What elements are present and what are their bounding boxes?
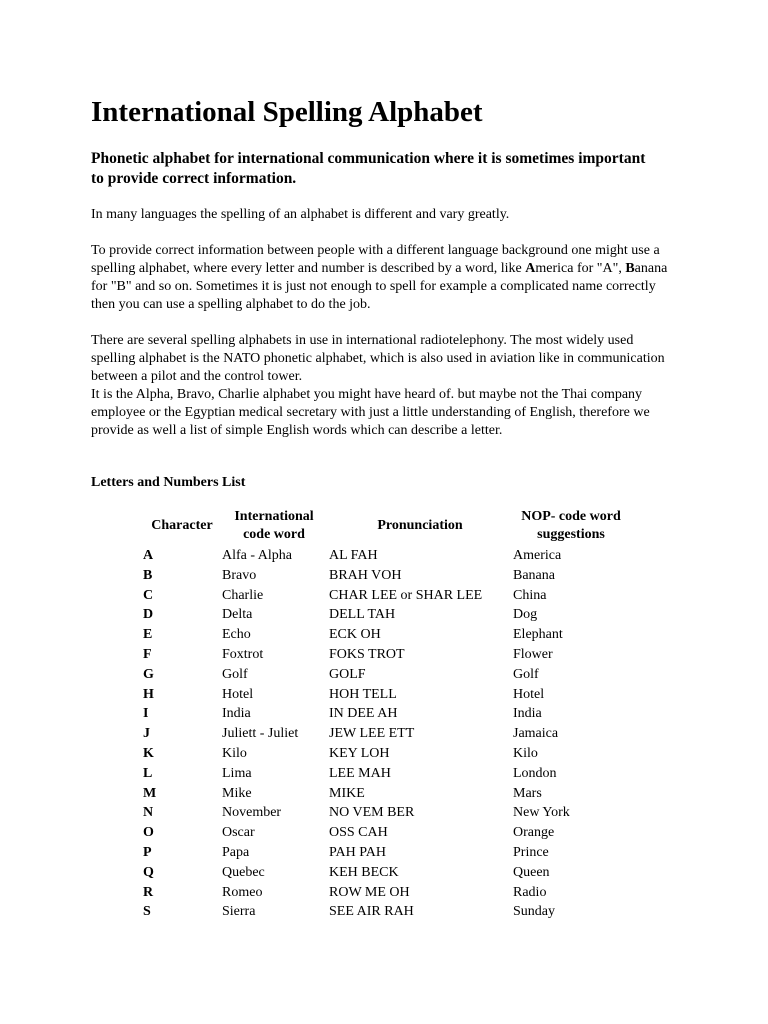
cell-pronunciation: MIKE [329,785,365,801]
cell-character: B [143,567,153,583]
paragraph-spelling [91,242,681,314]
cell-character: K [143,745,154,761]
cell-code-word: Alfa - Alpha [222,548,292,563]
cell-code-word: Delta [222,607,253,623]
cell-pronunciation: LEE MAH [329,765,391,781]
cell-character: I [143,706,149,722]
table-row [141,744,661,764]
cell-character: N [143,805,154,821]
table-row [141,902,661,922]
cell-pronunciation: SEE AIR RAH [329,904,414,920]
table-row [141,784,661,804]
cell-character: Q [143,864,154,880]
cell-pronunciation: OSS CAH [329,825,388,841]
header-pronunciation: Pronunciation [377,518,463,533]
table-row [141,843,661,863]
cell-code-word: November [222,805,282,821]
table-row [141,665,661,685]
paragraph-nato-line2: It is the Alpha, Bravo, Charlie alphabet you might have heard of. but maybe not the Thai company employee or the Egyptian medical secretary with just a little understanding of English, therefore we provide as well a list of simple English words which can describe a letter. [91,387,650,438]
cell-character: E [143,627,153,643]
cell-nop-word: Banana [513,567,555,583]
cell-character: F [143,646,152,662]
header-character: Character [151,518,213,533]
page-title: International Spelling Alphabet [91,96,483,128]
paragraph-spelling-part2: merica for "A", [535,261,626,276]
table-row [141,803,661,823]
cell-character: O [143,825,154,841]
cell-code-word: Mike [222,785,252,801]
cell-code-word: Golf [222,666,248,682]
cell-code-word: Papa [222,844,250,860]
cell-pronunciation: NO VEM BER [329,805,415,821]
table-body [141,546,661,922]
cell-character: G [143,666,154,682]
cell-nop-word: Queen [513,864,550,880]
cell-character: M [143,785,157,801]
cell-nop-word: Golf [513,666,539,682]
cell-code-word: Charlie [222,587,264,603]
cell-pronunciation: KEY LOH [329,745,390,761]
cell-nop-word: Jamaica [513,726,559,742]
cell-nop-word: Orange [513,825,555,841]
cell-pronunciation: CHAR LEE or SHAR LEE [329,587,483,603]
cell-character: D [143,607,154,623]
cell-code-word: Lima [222,765,252,781]
cell-nop-word: Flower [513,646,553,662]
cell-pronunciation: HOH TELL [329,686,397,702]
bold-letter-b: B [625,261,635,276]
paragraph-spelling-part1: To provide correct information between people with a different language background one might use a spelling alphabet, where every letter and number is described by a word, like [91,243,660,276]
cell-pronunciation: FOKS TROT [329,646,405,662]
cell-code-word: Foxtrot [222,646,264,662]
cell-nop-word: Kilo [513,745,538,761]
cell-character: R [143,884,154,900]
alphabet-table [141,508,661,922]
table-row [141,546,661,566]
cell-nop-word: Prince [513,844,549,860]
cell-character: J [143,726,150,742]
cell-pronunciation: JEW LEE ETT [329,726,415,742]
cell-character: L [143,765,153,781]
table-row [141,764,661,784]
bold-letter-a: A [525,261,536,276]
cell-nop-word: America [513,548,562,563]
table-row [141,685,661,705]
cell-code-word: India [222,706,251,722]
cell-character: H [143,686,154,702]
cell-code-word: Juliett - Juliet [222,726,299,742]
table-row [141,724,661,744]
table-row [141,823,661,843]
cell-nop-word: India [513,706,542,722]
cell-nop-word: London [513,765,557,781]
header-code-word: International code word [234,509,314,542]
table-row [141,566,661,586]
cell-character: S [143,904,151,920]
cell-code-word: Quebec [222,864,265,880]
cell-nop-word: Radio [513,884,547,900]
cell-pronunciation: DELL TAH [329,607,396,623]
table-row [141,586,661,606]
cell-code-word: Sierra [222,904,256,920]
cell-pronunciation: KEH BECK [329,864,399,880]
cell-code-word: Hotel [222,686,254,702]
cell-nop-word: China [513,587,547,603]
cell-nop-word: New York [513,805,570,821]
cell-code-word: Bravo [222,567,257,583]
table-row [141,645,661,665]
cell-pronunciation: ROW ME OH [329,884,410,900]
section-heading: Letters and Numbers List [91,475,246,490]
cell-character: A [143,548,154,563]
paragraph-nato-line1: There are several spelling alphabets in use in international radiotelephony. The most widely used spelling alphabet is the NATO phonetic alphabet, which is also used in aviation like in communication between a pilot and the control tower. [91,333,665,384]
cell-nop-word: Sunday [513,904,555,920]
cell-pronunciation: IN DEE AH [329,706,398,722]
cell-code-word: Kilo [222,745,247,761]
cell-pronunciation: ECK OH [329,627,381,643]
cell-pronunciation: BRAH VOH [329,567,402,583]
cell-pronunciation: PAH PAH [329,844,386,860]
cell-pronunciation: AL FAH [329,548,378,563]
table-row [141,863,661,883]
table-row [141,883,661,903]
paragraph-nato [91,332,681,440]
cell-character: P [143,844,152,860]
table-row [141,605,661,625]
table-row [141,704,661,724]
cell-code-word: Romeo [222,884,263,900]
cell-code-word: Echo [222,627,251,643]
cell-nop-word: Hotel [513,686,545,702]
table-row [141,625,661,645]
table-header [141,508,661,546]
cell-nop-word: Dog [513,607,538,623]
header-nop-suggestions: NOP- code word suggestions [521,509,621,542]
cell-code-word: Oscar [222,825,255,841]
paragraph-spelling-part3: anana for "B" and so on. Sometimes it is just not enough to spell for example a complicated name correctly then you can use a spelling alphabet to do the job. [91,261,668,312]
paragraph-intro: In many languages the spelling of an alphabet is different and vary greatly. [91,207,510,222]
cell-pronunciation: GOLF [329,666,366,682]
cell-character: C [143,587,154,603]
cell-nop-word: Elephant [513,627,563,643]
subtitle: Phonetic alphabet for international communication where it is sometimes important to provide correct information. [91,150,646,187]
cell-nop-word: Mars [513,785,542,801]
